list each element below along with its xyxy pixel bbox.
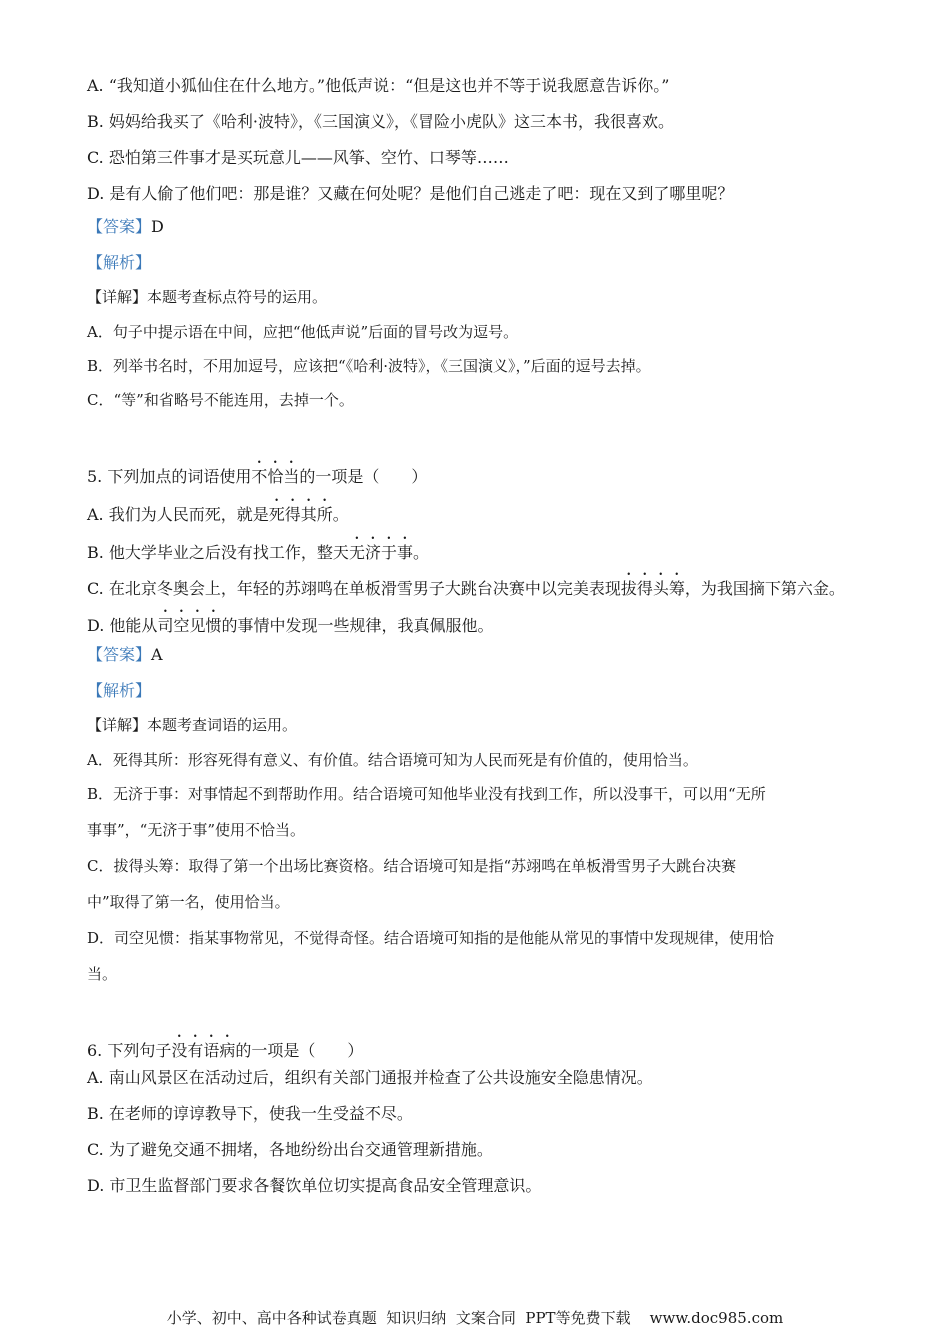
option-text-end: ，为我国摘下第六金。 (684, 579, 845, 598)
dotted-word: 拔得头筹 (620, 579, 685, 598)
q4-detail-a: A．句子中提示语在中间，应把“他低声说”后面的冒号改为逗号。 (87, 323, 519, 341)
q4-option-d: D. 是有人偷了他们吧：那是谁？又藏在何处呢？是他们自己逃走了吧：现在又到了哪里呢？ (87, 184, 734, 203)
q4-detail-c: C．“等”和省略号不能连用，去掉一个。 (87, 391, 354, 409)
option-text: B. 他大学毕业之后没有找工作，整天 (87, 543, 349, 562)
stem-text: 6. 下列句子 (87, 1041, 172, 1060)
answer-label: 【答案】 (87, 217, 152, 236)
detail-intro-text: 本题考查标点符号的运用。 (147, 288, 328, 306)
stem-text: 5. 下列加点的词语使用 (87, 467, 252, 486)
q5-stem (87, 458, 427, 487)
answer-value: A (151, 645, 163, 664)
q5-answer (87, 645, 163, 665)
dotted-word: 死得其所 (268, 505, 333, 524)
q6-option-a: A. 南山风景区在活动过后，组织有关部门通报并检查了公共设施安全隐患情况。 (87, 1068, 653, 1087)
q5-detail-line: C．拔得头筹：取得了第一个出场比赛资格。结合语境可知是指“苏翊鸣在单板滑雪男子大跳台决赛 (87, 857, 737, 875)
q5-detail-line: 当。 (87, 965, 118, 983)
q5-option-c (87, 570, 845, 599)
q6-stem (87, 1032, 363, 1061)
option-text: D. 他能从 (87, 616, 158, 635)
q5-option-b (87, 534, 429, 563)
stem-dotted-text: 不恰当 (251, 467, 300, 486)
detail-intro-text: 本题考查词语的运用。 (147, 716, 298, 734)
answer-label: 【答案】 (87, 645, 152, 664)
q4-analysis-label: 【解析】 (87, 253, 152, 272)
q5-option-a (87, 496, 349, 525)
q4-detail-intro (87, 287, 327, 307)
q5-detail-line: B．无济于事：对事情起不到帮助作用。结合语境可知他毕业没有找到工作，所以没事干，可以用“无所 (87, 785, 766, 803)
option-text-end: 。 (412, 543, 429, 562)
option-text-end: 。 (332, 505, 349, 524)
stem-dotted-text: 没有语病 (171, 1041, 236, 1060)
q5-option-d (87, 607, 493, 636)
q4-detail-b: B．列举书名时，不用加逗号，应该把“《哈利·波特》，《三国演义》，”后面的逗号去掉。 (87, 357, 651, 375)
q5-detail-line: D．司空见惯：指某事物常见，不觉得奇怪。结合语境可知指的是他能从常见的事情中发现规律，使用恰 (87, 929, 775, 947)
stem-text-end: 的一项是（ ） (235, 1041, 364, 1060)
dotted-word: 无济于事 (348, 543, 413, 562)
option-text: A. 我们为人民而死，就是 (87, 505, 269, 524)
page-footer: 小学、初中、高中各种试卷真题 知识归纳 文案合同 PPT等免费下载 www.doc985.com (166, 1309, 784, 1327)
q5-detail-line: 中”取得了第一名，使用恰当。 (87, 893, 290, 911)
q4-option-a: A. “我知道小狐仙住在什么地方。”他低声说：“但是这也并不等于说我愿意告诉你。” (87, 76, 670, 95)
q6-option-d: D. 市卫生监督部门要求各餐饮单位切实提高食品安全管理意识。 (87, 1176, 542, 1195)
q4-option-b: B. 妈妈给我买了《哈利·波特》，《三国演义》，《冒险小虎队》这三本书，我很喜欢。 (87, 112, 675, 131)
answer-value: D (151, 217, 164, 236)
q5-detail-intro (87, 715, 297, 735)
detail-label: 【详解】 (87, 716, 148, 734)
q6-option-c: C. 为了避免交通不拥堵，各地纷纷出台交通管理新措施。 (87, 1140, 493, 1159)
option-text-end: 的事情中发现一些规律，我真佩服他。 (221, 616, 494, 635)
q5-detail-line: 事事”，“无济于事”使用不恰当。 (87, 821, 306, 839)
q4-option-c: C. 恐怕第三件事才是买玩意儿——风筝、空竹、口琴等…… (87, 148, 509, 167)
q4-answer (87, 217, 164, 237)
q5-analysis-label: 【解析】 (87, 681, 152, 700)
stem-text-end: 的一项是（ ） (299, 467, 428, 486)
q5-detail-line: A．死得其所：形容死得有意义、有价值。结合语境可知为人民而死是有价值的，使用恰当。 (87, 751, 698, 769)
q6-option-b: B. 在老师的谆谆教导下，使我一生受益不尽。 (87, 1104, 413, 1123)
detail-label: 【详解】 (87, 288, 148, 306)
option-text: C. 在北京冬奥会上，年轻的苏翊鸣在单板滑雪男子大跳台决赛中以完美表现 (87, 579, 621, 598)
dotted-word: 司空见惯 (157, 616, 222, 635)
